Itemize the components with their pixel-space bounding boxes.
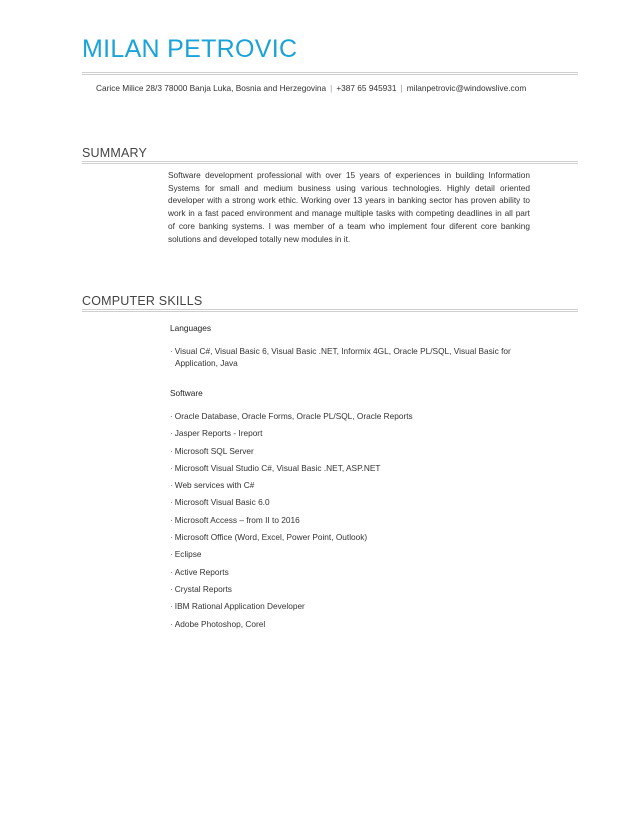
list-item — [170, 531, 532, 543]
list-item — [170, 496, 532, 508]
list-item — [170, 462, 532, 474]
software-item-text: Oracle Database, Oracle Forms, Oracle PL/SQL, Oracle Reports — [174, 411, 413, 421]
bullet: · — [170, 618, 173, 629]
bullet: · — [170, 346, 173, 356]
bullet: · — [170, 514, 173, 525]
list-item — [170, 479, 532, 491]
contact-phone: +387 65 945931 — [336, 83, 397, 93]
software-item-text: Active Reports — [174, 566, 229, 577]
software-item-text: Web services with C# — [174, 480, 255, 491]
bullet: · — [170, 601, 173, 612]
bullet: · — [170, 497, 173, 508]
name-divider — [82, 72, 578, 75]
list-item — [170, 583, 532, 595]
bullet: · — [170, 583, 173, 594]
list-item — [170, 566, 532, 578]
contact-separator: | — [330, 83, 333, 93]
summary-heading: SUMMARY — [82, 146, 148, 160]
software-item-text: Jasper Reports - Ireport — [174, 428, 263, 439]
list-item — [170, 345, 532, 369]
bullet: · — [170, 462, 173, 473]
contact-line — [96, 83, 576, 93]
summary-divider — [82, 161, 578, 164]
bullet: · — [170, 549, 173, 560]
bullet: · — [170, 566, 173, 577]
contact-address: Carice Milice 28/3 78000 Banja Luka, Bosnia and Herzegovina — [96, 83, 327, 93]
language-item-text: Visual C#, Visual Basic 6, Visual Basic .NET, Informix 4GL, Oracle PL/SQL, Visual Basic for Application, Java — [174, 346, 511, 368]
list-item — [170, 514, 532, 526]
contact-separator: | — [400, 83, 403, 93]
software-item-text: Adobe Photoshop, Corel — [174, 618, 266, 629]
skills-divider — [82, 309, 578, 312]
skills-section — [170, 322, 532, 635]
bullet: · — [170, 532, 173, 543]
software-item-text: Microsoft Office (Word, Excel, Power Point, Outlook) — [174, 532, 368, 543]
software-item-text: Microsoft Access – from II to 2016 — [174, 514, 300, 525]
contact-email[interactable]: milanpetrovic@windowslive.com — [406, 83, 527, 93]
bullet: · — [170, 480, 173, 491]
software-item-text: Crystal Reports — [174, 583, 232, 594]
summary-paragraph: Software development professional with over 15 years of experiences in building Information Systems for small and medium business using various technologies. Highly detail oriented developer with a strong work ethic. Working over 13 years in banking sector has proven ability to work in a fast paced environment and manage multiple tasks with competing deadlines in all part of core banking systems. I was member of a team who implement four diferent core banking solutions and developed totally new modules in it. — [168, 170, 530, 244]
software-item-text: IBM Rational Application Developer — [174, 601, 305, 612]
software-item-text: Microsoft Visual Basic 6.0 — [174, 497, 270, 508]
languages-label: Languages — [170, 323, 212, 333]
software-list — [170, 410, 532, 630]
languages-list — [170, 345, 532, 369]
software-label: Software — [170, 388, 203, 398]
software-item-text: Microsoft Visual Studio C#, Visual Basic .NET, ASP.NET — [174, 462, 381, 473]
bullet: · — [170, 411, 173, 421]
bullet: · — [170, 428, 173, 439]
list-item — [170, 600, 532, 612]
list-item — [170, 427, 532, 439]
list-item — [170, 548, 532, 560]
bullet: · — [170, 445, 173, 456]
list-item — [170, 445, 532, 457]
list-item — [170, 618, 532, 630]
list-item — [170, 410, 532, 422]
software-item-text: Eclipse — [174, 549, 202, 560]
computer-skills-heading: COMPUTER SKILLS — [82, 294, 203, 308]
software-item-text: Microsoft SQL Server — [174, 445, 254, 456]
resume-name: MILAN PETROVIC — [82, 35, 298, 63]
